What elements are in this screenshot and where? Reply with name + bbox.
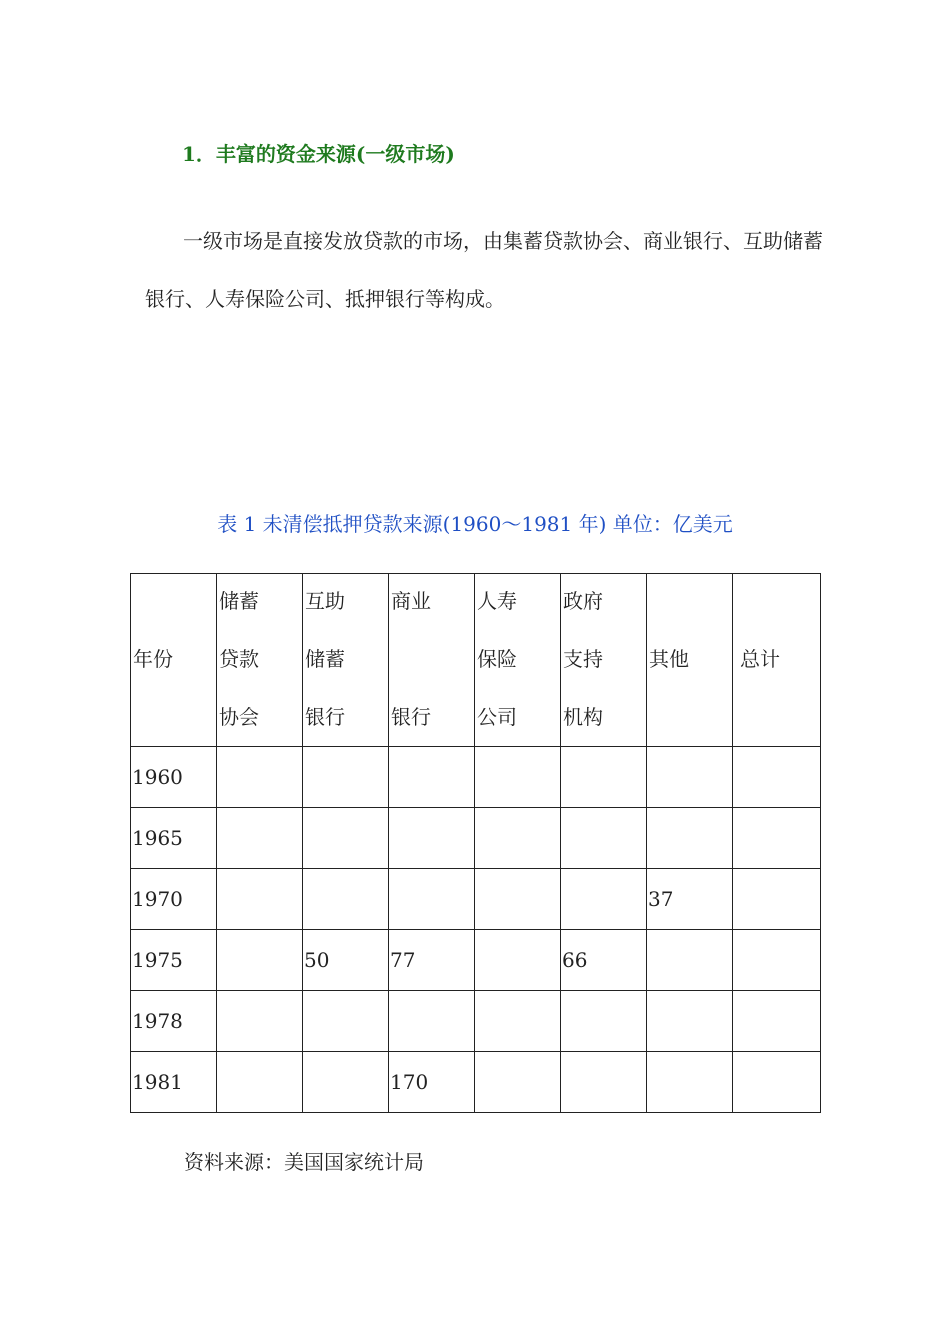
header-savings-loan	[217, 574, 303, 747]
table-row	[131, 747, 821, 808]
cell-year: 1960	[131, 747, 217, 808]
table-row	[131, 869, 821, 930]
cell-total	[733, 747, 821, 808]
cell-year: 1981	[131, 1052, 217, 1113]
cell-mutual	[303, 747, 389, 808]
cell-total	[733, 808, 821, 869]
cell-mutual	[303, 1052, 389, 1113]
header-mutual-line2: 储蓄	[305, 647, 345, 671]
header-other-label: 其他	[649, 647, 689, 671]
cell-savings	[217, 869, 303, 930]
cell-life	[475, 808, 561, 869]
table-row	[131, 808, 821, 869]
cell-commercial	[389, 991, 475, 1052]
header-savings-line3: 协会	[219, 705, 259, 729]
header-commercial-bank	[389, 574, 475, 747]
table-row	[131, 930, 821, 991]
cell-other: 37	[647, 869, 733, 930]
header-gov-line3: 机构	[563, 705, 603, 729]
cell-commercial: 77	[389, 930, 475, 991]
cell-total	[733, 991, 821, 1052]
header-year	[131, 574, 217, 747]
header-gov-agencies	[561, 574, 647, 747]
cell-total	[733, 930, 821, 991]
cell-gov	[561, 808, 647, 869]
cell-other	[647, 747, 733, 808]
cell-year: 1970	[131, 869, 217, 930]
cell-year: 1975	[131, 930, 217, 991]
header-savings-line2: 贷款	[219, 647, 259, 671]
cell-year: 1978	[131, 991, 217, 1052]
header-life-line3: 公司	[477, 705, 517, 729]
cell-savings	[217, 1052, 303, 1113]
cell-total	[733, 869, 821, 930]
cell-savings	[217, 991, 303, 1052]
cell-mutual	[303, 869, 389, 930]
cell-savings	[217, 930, 303, 991]
cell-mutual	[303, 991, 389, 1052]
header-mutual-line1: 互助	[305, 589, 345, 613]
cell-gov: 66	[561, 930, 647, 991]
header-life-insurance	[475, 574, 561, 747]
intro-paragraph: 一级市场是直接发放贷款的市场，由集蓄贷款协会、商业银行、互助储蓄银行、人寿保险公司、抵押银行等构成。	[145, 229, 823, 311]
cell-life	[475, 869, 561, 930]
cell-mutual	[303, 808, 389, 869]
cell-total	[733, 1052, 821, 1113]
cell-other	[647, 991, 733, 1052]
mortgage-sources-table	[130, 573, 821, 1113]
table-row	[131, 991, 821, 1052]
cell-life	[475, 747, 561, 808]
cell-gov	[561, 991, 647, 1052]
header-other	[647, 574, 733, 747]
table-header-row	[131, 574, 821, 747]
data-source-note: 资料来源：美国国家统计局	[184, 1150, 424, 1174]
cell-life	[475, 930, 561, 991]
header-gov-line2: 支持	[563, 647, 603, 671]
cell-savings	[217, 747, 303, 808]
cell-commercial: 170	[389, 1052, 475, 1113]
cell-other	[647, 930, 733, 991]
header-mutual-line3: 银行	[305, 705, 345, 729]
cell-year: 1965	[131, 808, 217, 869]
header-year-label: 年份	[133, 647, 173, 671]
header-life-line1: 人寿	[477, 589, 517, 613]
header-savings-line1: 储蓄	[219, 589, 259, 613]
header-mutual-savings	[303, 574, 389, 747]
cell-life	[475, 1052, 561, 1113]
header-commercial-line3: 银行	[391, 705, 431, 729]
cell-gov	[561, 869, 647, 930]
header-gov-line1: 政府	[563, 589, 603, 613]
cell-mutual: 50	[303, 930, 389, 991]
cell-gov	[561, 747, 647, 808]
header-total-label: 总计	[740, 647, 780, 671]
table-row	[131, 1052, 821, 1113]
cell-other	[647, 808, 733, 869]
cell-other	[647, 1052, 733, 1113]
cell-gov	[561, 1052, 647, 1113]
header-commercial-line1: 商业	[391, 589, 431, 613]
cell-commercial	[389, 869, 475, 930]
section-heading: 1．丰富的资金来源(一级市场)	[182, 142, 455, 166]
cell-savings	[217, 808, 303, 869]
cell-commercial	[389, 808, 475, 869]
cell-commercial	[389, 747, 475, 808]
header-commercial-line2	[391, 644, 474, 674]
header-life-line2: 保险	[477, 647, 517, 671]
table-caption: 表 1 未清偿抵押贷款来源(1960～1981 年) 单位：亿美元	[217, 512, 733, 536]
header-total	[733, 574, 821, 747]
cell-life	[475, 991, 561, 1052]
